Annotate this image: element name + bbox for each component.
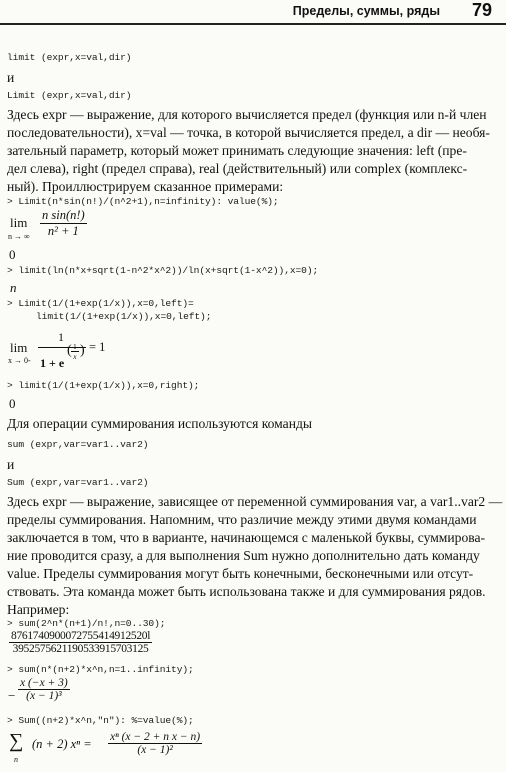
fraction-denominator: (x − 1)² — [137, 744, 173, 756]
code-example-5: > sum(2^n*(n+1)/n!,n=0..30); — [7, 618, 166, 629]
code-example-6: > sum(n*(n+2)*x^n,n=1..infinity); — [7, 664, 194, 675]
para3-line: Например: — [7, 602, 70, 617]
running-header-title: Пределы, суммы, ряды — [292, 4, 440, 18]
para2: Для операции суммирования используются команды — [7, 416, 313, 431]
fraction-numerator: 8761740900072755414912520l — [11, 630, 151, 642]
code-Limit-syntax: Limit (expr,x=val,dir) — [7, 90, 132, 101]
output-6-fraction — [18, 677, 70, 702]
output-2-result: n — [10, 280, 17, 295]
lim-operator: lim — [10, 215, 28, 230]
output-3-fraction-bar — [38, 347, 86, 348]
para3-line: заключается в том, что в варианте, начинающемся с маленькой буквы, суммирова- — [7, 530, 486, 545]
conjunction-and: и — [7, 457, 15, 472]
para3-line: Здесь expr — выражение, зависящее от переменной суммирования var, a var1..var2 — — [7, 494, 503, 509]
fraction-numerator: xⁿ (x − 2 + n x − n) — [110, 731, 201, 743]
code-sum-syntax: sum (expr,var=var1..var2) — [7, 439, 149, 450]
para3-line: value. Пределы суммирования могут быть конечными, бесконечными или отсут- — [7, 566, 474, 581]
output-3-numerator: 1 — [58, 330, 64, 344]
fraction-numerator: x (−x + 3) — [20, 677, 68, 689]
para3-line: пределы суммирования. Напомним, что различие между этими двумя командами — [7, 512, 477, 527]
output-1-result: 0 — [9, 247, 16, 262]
fraction-denominator: 3952575621190533915703125 — [12, 643, 149, 655]
lim-subscript: n → ∞ — [8, 232, 30, 241]
page-number: 79 — [471, 0, 492, 20]
code-example-4: > limit(1/(1+exp(1/x)),x=0,right); — [7, 380, 200, 391]
sum-subscript: n — [14, 755, 18, 764]
code-example-3a: > Limit(1/(1+exp(1/x)),x=0,left)= — [7, 298, 194, 309]
header-rule — [0, 23, 506, 25]
conjunction-and: и — [7, 70, 15, 85]
code-example-3b: limit(1/(1+exp(1/x)),x=0,left); — [36, 311, 212, 322]
code-limit-syntax: limit (expr,x=val,dir) — [7, 52, 132, 63]
paren-right: ) — [80, 343, 85, 358]
output-1-fraction — [40, 208, 87, 239]
fraction-numerator: n sin(n!) — [42, 208, 85, 222]
output-4-result: 0 — [9, 396, 16, 411]
lim-operator: lim — [10, 340, 28, 355]
output-3-exponent — [71, 342, 79, 361]
para1-line: ный). Проиллюстрируем сказанное примерами: — [7, 179, 284, 194]
code-example-1: > Limit(n*sin(n!)/(n^2+1),n=infinity): value(%); — [7, 196, 279, 207]
exponent-numerator: 1 — [73, 342, 77, 351]
exponent-denominator: x — [73, 352, 77, 361]
code-example-2: > limit(ln(n*x+sqrt(1-n^2*x^2))/ln(x+sqrt(1-x^2)),x=0); — [7, 265, 319, 276]
output-5-fraction — [9, 630, 152, 655]
output-3-rhs: = 1 — [89, 340, 106, 354]
para1-line: последовательности), x=val — точка, в которой вычисляется предел, a dir — необя- — [7, 125, 490, 140]
para1-line: Здесь expr — выражение, для которого вычисляется предел (функция или n-й член — [7, 107, 487, 122]
paren-left: ( — [67, 343, 72, 358]
para3-line: ние проводится сразу, а для выполнения Sum нужно дополнительно дать команду — [7, 548, 480, 563]
para1-line: дел слева), right (предел справа), real (действительный) или complex (комплекс- — [7, 161, 468, 176]
para3-line: ствовать. Эта команда может быть использована также и для суммирования рядов. — [7, 584, 486, 599]
output-3-denominator-base: 1 + e — [40, 356, 65, 370]
output-7-lhs: (n + 2) xⁿ = — [32, 737, 92, 751]
para1-line: зательный параметр, который может принимать следующие значения: left (пре- — [7, 143, 467, 158]
lim-subscript: x → 0- — [8, 356, 31, 365]
output-6-minus: − — [8, 688, 16, 703]
code-example-7: > Sum((n+2)*x^n,"n"): %=value(%); — [7, 715, 194, 726]
fraction-denominator: (x − 1)³ — [26, 690, 62, 702]
output-7-fraction — [108, 731, 202, 756]
code-Sum-syntax: Sum (expr,var=var1..var2) — [7, 477, 149, 488]
sum-symbol: ∑ — [9, 730, 24, 752]
fraction-denominator: n² + 1 — [47, 224, 79, 238]
